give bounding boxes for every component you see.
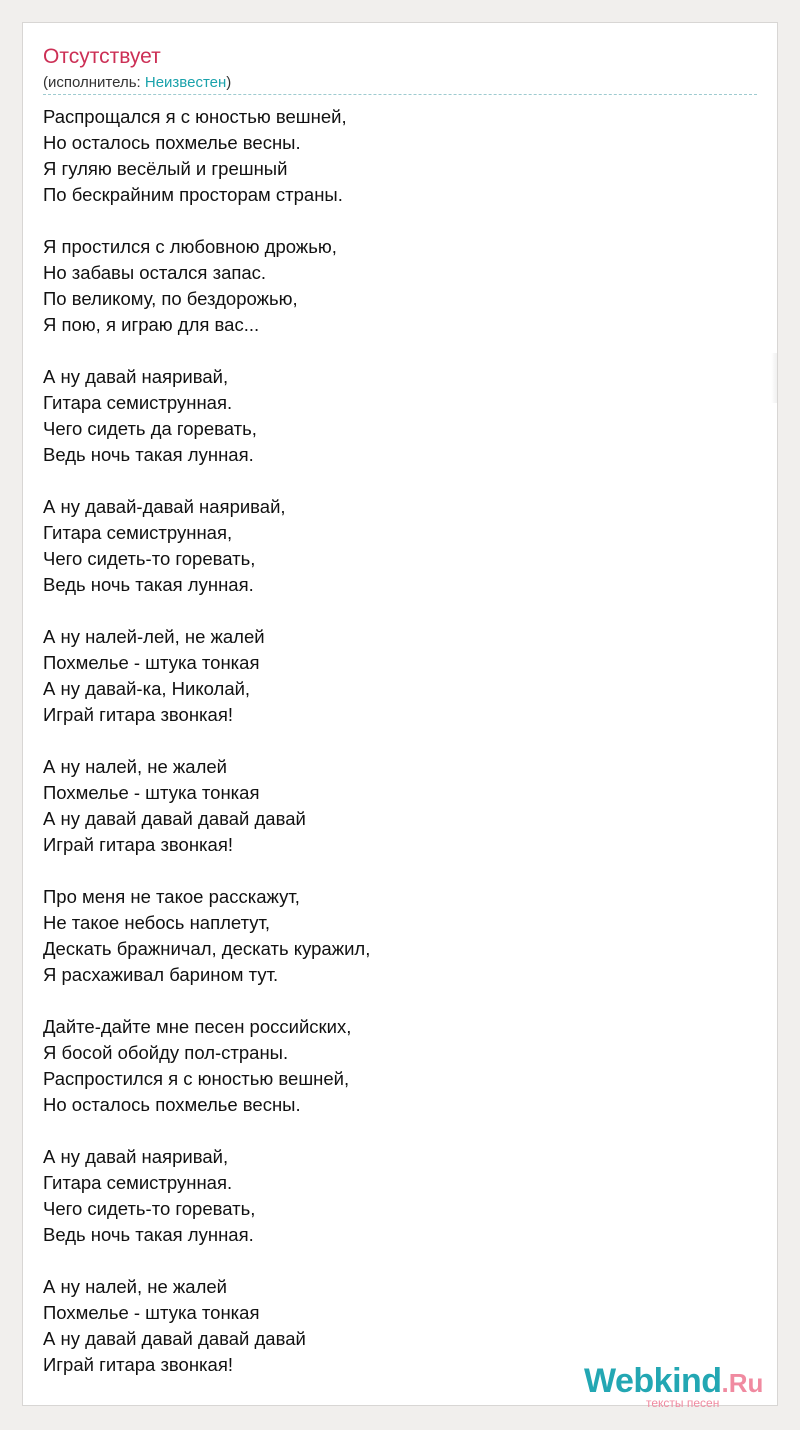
- lyrics-line: Я расхаживал барином тут.: [43, 964, 279, 985]
- lyrics-line: Играй гитара звонкая!: [43, 1354, 234, 1375]
- lyrics-line: Играй гитара звонкая!: [43, 834, 234, 855]
- lyrics-line: Чего сидеть-то горевать,: [43, 548, 256, 569]
- lyrics-line: А ну давай наяривай,: [43, 1146, 229, 1167]
- lyrics-card: [22, 22, 778, 1410]
- lyrics-stanza: [43, 104, 370, 208]
- title-divider: [43, 94, 757, 95]
- lyrics-stanza: [43, 624, 370, 728]
- lyrics-line: Я босой обойду пол-страны.: [43, 1042, 289, 1063]
- song-title: Отсутствует: [43, 45, 161, 68]
- lyrics-stanza: [43, 1014, 370, 1118]
- lyrics-line: Ведь ночь такая лунная.: [43, 444, 254, 465]
- lyrics-line: А ну давай-ка, Николай,: [43, 678, 251, 699]
- lyrics-line: По бескрайним просторам страны.: [43, 184, 343, 205]
- lyrics-stanza: [43, 1274, 370, 1378]
- artist-prefix: (исполнитель:: [43, 74, 145, 91]
- lyrics-line: Похмелье - штука тонкая: [43, 1302, 260, 1323]
- lyrics-line: Я гуляю весёлый и грешный: [43, 158, 288, 179]
- card-edge-shadow: [771, 353, 777, 403]
- lyrics-line: Про меня не такое расскажут,: [43, 886, 300, 907]
- lyrics-text: [43, 104, 370, 1404]
- lyrics-stanza: [43, 234, 370, 338]
- lyrics-line: Ведь ночь такая лунная.: [43, 1224, 254, 1245]
- lyrics-stanza: [43, 494, 370, 598]
- lyrics-line: Ведь ночь такая лунная.: [43, 574, 254, 595]
- lyrics-line: Чего сидеть-то горевать,: [43, 1198, 256, 1219]
- lyrics-stanza: [43, 754, 370, 858]
- lyrics-line: Распростился я с юностью вешней,: [43, 1068, 350, 1089]
- lyrics-line: Дайте-дайте мне песен российских,: [43, 1016, 352, 1037]
- lyrics-line: По великому, по бездорожью,: [43, 288, 298, 309]
- artist-link[interactable]: Неизвестен: [144, 74, 227, 91]
- lyrics-line: Я пою, я играю для вас...: [43, 314, 260, 335]
- logo-tagline: тексты песен: [646, 1396, 720, 1410]
- lyrics-line: Я простился с любовною дрожью,: [43, 236, 337, 257]
- lyrics-line: А ну давай давай давай давай: [43, 808, 306, 829]
- lyrics-line: А ну давай-давай наяривай,: [43, 496, 286, 517]
- lyrics-stanza: [43, 1144, 370, 1248]
- lyrics-line: А ну давай давай давай давай: [43, 1328, 306, 1349]
- logo-tld: .Ru: [721, 1368, 764, 1398]
- lyrics-line: А ну налей, не жалей: [43, 756, 228, 777]
- lyrics-line: Но забавы остался запас.: [43, 262, 267, 283]
- lyrics-line: Но осталось похмелье весны.: [43, 1094, 301, 1115]
- lyrics-line: Не такое небось наплетут,: [43, 912, 271, 933]
- lyrics-line: Играй гитара звонкая!: [43, 704, 234, 725]
- lyrics-line: Похмелье - штука тонкая: [43, 782, 260, 803]
- lyrics-line: Дескать бражничал, дескать куражил,: [43, 938, 371, 959]
- lyrics-stanza: [43, 364, 370, 468]
- lyrics-line: Распрощался я с юностью вешней,: [43, 106, 347, 127]
- lyrics-line: А ну налей, не жалей: [43, 1276, 228, 1297]
- webkind-logo[interactable]: [584, 1362, 784, 1412]
- artist-line: [43, 73, 231, 93]
- lyrics-line: А ну налей-лей, не жалей: [43, 626, 265, 647]
- lyrics-line: Но осталось похмелье весны.: [43, 132, 301, 153]
- lyrics-line: Гитара семиструнная,: [43, 522, 233, 543]
- lyrics-line: Похмелье - штука тонкая: [43, 652, 260, 673]
- logo-word: Webkind: [584, 1362, 722, 1400]
- lyrics-line: Гитара семиструнная.: [43, 392, 233, 413]
- lyrics-line: Чего сидеть да горевать,: [43, 418, 257, 439]
- lyrics-stanza: [43, 884, 370, 988]
- artist-suffix: ): [226, 74, 232, 91]
- lyrics-line: А ну давай наяривай,: [43, 366, 229, 387]
- lyrics-line: Гитара семиструнная.: [43, 1172, 233, 1193]
